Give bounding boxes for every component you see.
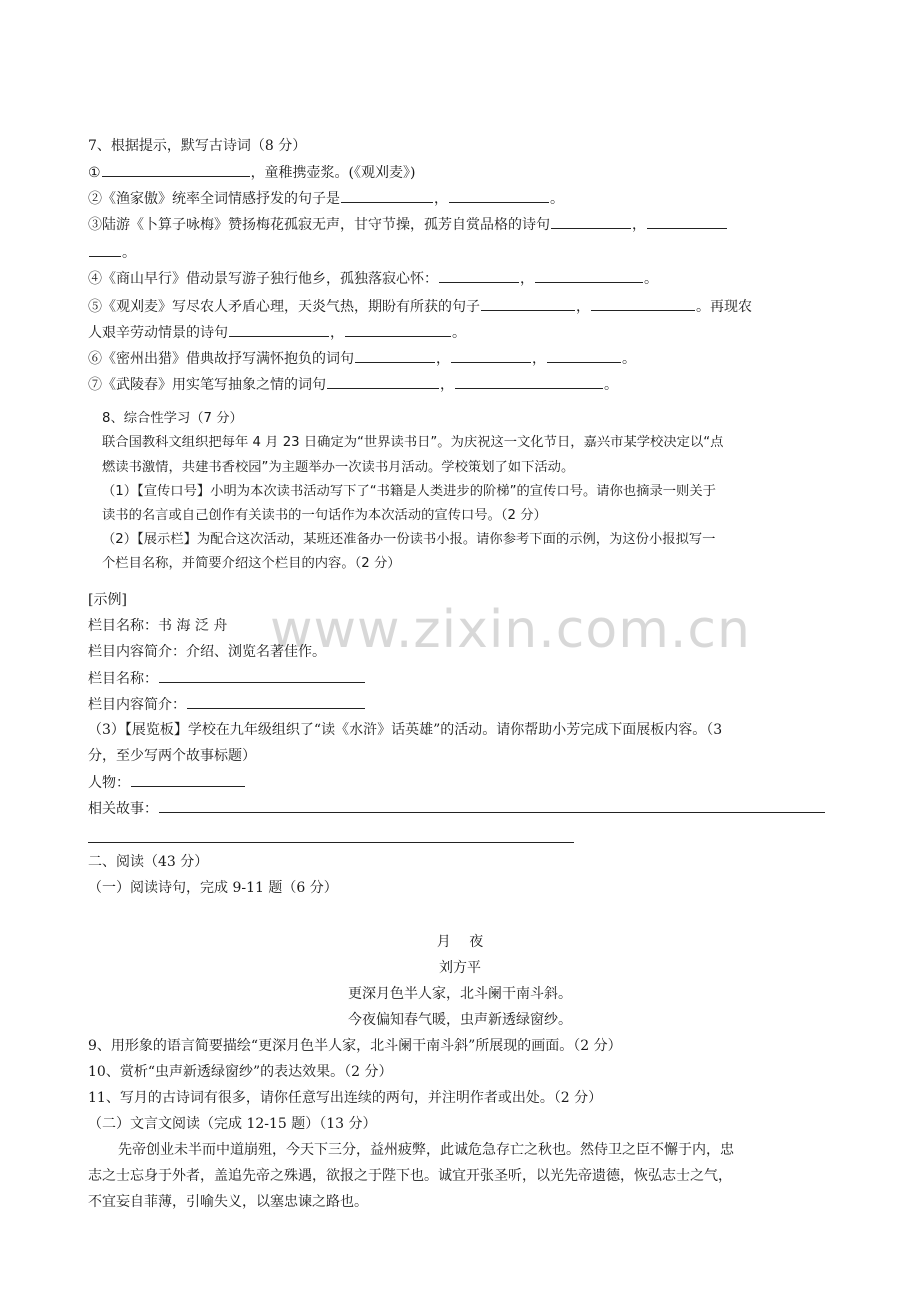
column-intro-row [88,694,366,715]
q8-sub1-a: （1）【宣传口号】小明为本次读书活动写下了“书籍是人类进步的阶梯”的宣传口号。请你也摘录一则关于 [102,484,716,499]
poem-author: 刘方平 [439,960,481,976]
q7-line7-end: 。 [604,377,618,393]
answer-blank[interactable] [341,188,433,203]
story-row [88,798,826,819]
column-name-row [88,668,366,689]
q7-line6-mid2: ， [532,351,546,367]
q7-line5b-start: 人艰辛劳动情景的诗句 [88,325,228,341]
q7-line5-end: 。再现农 [696,299,752,315]
answer-blank[interactable] [647,214,727,229]
q7-line3-mid: ， [632,217,646,233]
q8-sub2-a: （2）【展示栏】为配合这次活动，某班还准备办一份读书小报。请你参考下面的示例，为这份小报拟写一 [102,532,716,547]
classical-text-line-2: 志之士忘身于外者，盖追先帝之殊遇，欲报之于陛下也。诚宜开张圣听，以光先帝遗德，恢弘志士之气， [88,1168,732,1184]
q8-paragraph-2: 燃读书激情，共建书香校园”为主题举办一次读书月活动。学校策划了如下活动。 [102,460,575,475]
section2-title: 二、阅读（43 分） [88,854,209,870]
q7-line5b [88,322,466,343]
poem-line-2: 今夜偏知春气暖，虫声新透绿窗纱。 [348,1012,572,1028]
q7-line1 [88,162,416,183]
q7-line3b [88,242,136,263]
answer-blank[interactable] [355,348,435,363]
answer-blank[interactable] [551,214,631,229]
q7-line4-start: ④《商山早行》借动景写游子独行他乡，孤独落寂心怀： [88,271,438,287]
q7-line6-end: 。 [622,351,636,367]
q7-line2-end: 。 [550,191,564,207]
q7-line4-mid: ， [520,271,534,287]
person-blank[interactable] [131,772,245,787]
q7-line6-start: ⑥《密州出猎》借典故抒写满怀抱负的词句 [88,351,354,367]
q7-line3b-end: 。 [122,245,136,261]
q7-line7-mid: ， [440,377,454,393]
example-tag: [示例] [88,592,127,608]
answer-blank[interactable] [481,296,575,311]
question-11: 11、写月的古诗词有很多，请你任意写出连续的两句，并注明作者或出处。（2 分） [88,1090,603,1106]
column-name-blank[interactable] [159,668,365,683]
q7-title: 7、根据提示，默写古诗词（8 分） [88,138,307,154]
question-10: 10、赏析“虫声新透绿窗纱”的表达效果。（2 分） [88,1064,393,1080]
person-row [88,772,246,793]
answer-blank[interactable] [439,268,519,283]
answer-blank[interactable] [327,374,439,389]
q7-line6-mid1: ， [436,351,450,367]
answer-blank[interactable] [547,348,621,363]
q8-sub3-b: 分，至少写两个故事标题） [88,748,256,764]
person-label: 人物： [88,775,130,791]
reading-part2-title: （二）文言文阅读（完成 12-15 题）（13 分） [88,1116,377,1132]
answer-blank[interactable] [102,162,250,177]
answer-blank[interactable] [449,188,549,203]
question-9: 9、用形象的语言简要描绘“更深月色半人家，北斗阑干南斗斜”所展现的画面。（2 分） [88,1038,622,1054]
q7-line4 [88,268,658,289]
story-label: 相关故事： [88,801,158,817]
q7-line2 [88,188,564,209]
q7-line1-end: ，童稚携壶浆。(《观刈麦》) [250,165,416,181]
q7-line5-mid: ， [576,299,590,315]
column-intro-label: 栏目内容简介： [88,697,186,713]
column-intro-blank[interactable] [187,694,365,709]
q7-line3-start: ③陆游《卜算子咏梅》赞扬梅花孤寂无声，甘守节操，孤芳自赏品格的诗句 [88,217,550,233]
q7-line1-start: ① [88,165,101,181]
q8-sub1-b: 读书的名言或自己创作有关读书的一句话作为本次活动的宣传口号。（2 分） [102,508,547,523]
q7-line2-mid: ， [434,191,448,207]
q7-line2-start: ②《渔家傲》统率全词情感抒发的句子是 [88,191,340,207]
q7-line3 [88,214,728,235]
watermark: www.zixin.com.cn [270,600,751,660]
answer-blank[interactable] [535,268,643,283]
q8-sub2-b: 个栏目名称，并简要介绍这个栏目的内容。（2 分） [102,556,401,571]
poem-line-1: 更深月色半人家，北斗阑干南斗斜。 [348,986,572,1002]
poem-title: 月 夜 [436,934,484,950]
answer-blank[interactable] [455,374,603,389]
story-blank-continued[interactable] [88,842,574,843]
q7-line6 [88,348,636,369]
reading-part1-title: （一）阅读诗句，完成 9-11 题（6 分） [88,880,338,896]
q8-paragraph-1: 联合国教科文组织把每年 4 月 23 日确定为“世界读书日”。为庆祝这一文化节日，嘉兴市某学校决定以“点 [102,435,724,450]
q8-title: 8、综合性学习（7 分） [102,411,243,426]
q7-line5-start: ⑤《观刈麦》写尽农人矛盾心理，天炎气热，期盼有所获的句子 [88,299,480,315]
classical-text-line-1: 先帝创业未半而中道崩殂，今天下三分，益州疲弊，此诚危急存亡之秋也。然侍卫之臣不懈于内，忠 [118,1142,734,1158]
example-column-name: 栏目名称：书 海 泛 舟 [88,618,228,634]
column-name-label: 栏目名称： [88,671,158,687]
answer-blank[interactable] [229,322,329,337]
example-column-intro: 栏目内容简介：介绍、浏览名著佳作。 [88,644,326,660]
q7-line5b-end: 。 [452,325,466,341]
q7-line7 [88,374,618,395]
q7-line7-start: ⑦《武陵春》用实笔写抽象之情的词句 [88,377,326,393]
q8-sub3-a: （3）【展览板】学校在九年级组织了“读《水浒》话英雄”的活动。请你帮助小芳完成下面展板内容。（3 [88,722,723,738]
answer-blank[interactable] [345,322,451,337]
answer-blank[interactable] [89,242,121,257]
answer-blank[interactable] [451,348,531,363]
q7-line5 [88,296,752,317]
classical-text-line-3: 不宜妄自菲薄，引喻失义，以塞忠谏之路也。 [88,1194,368,1210]
story-blank[interactable] [159,798,825,813]
q7-line5b-mid: ， [330,325,344,341]
answer-blank[interactable] [591,296,695,311]
q7-line4-end: 。 [644,271,658,287]
